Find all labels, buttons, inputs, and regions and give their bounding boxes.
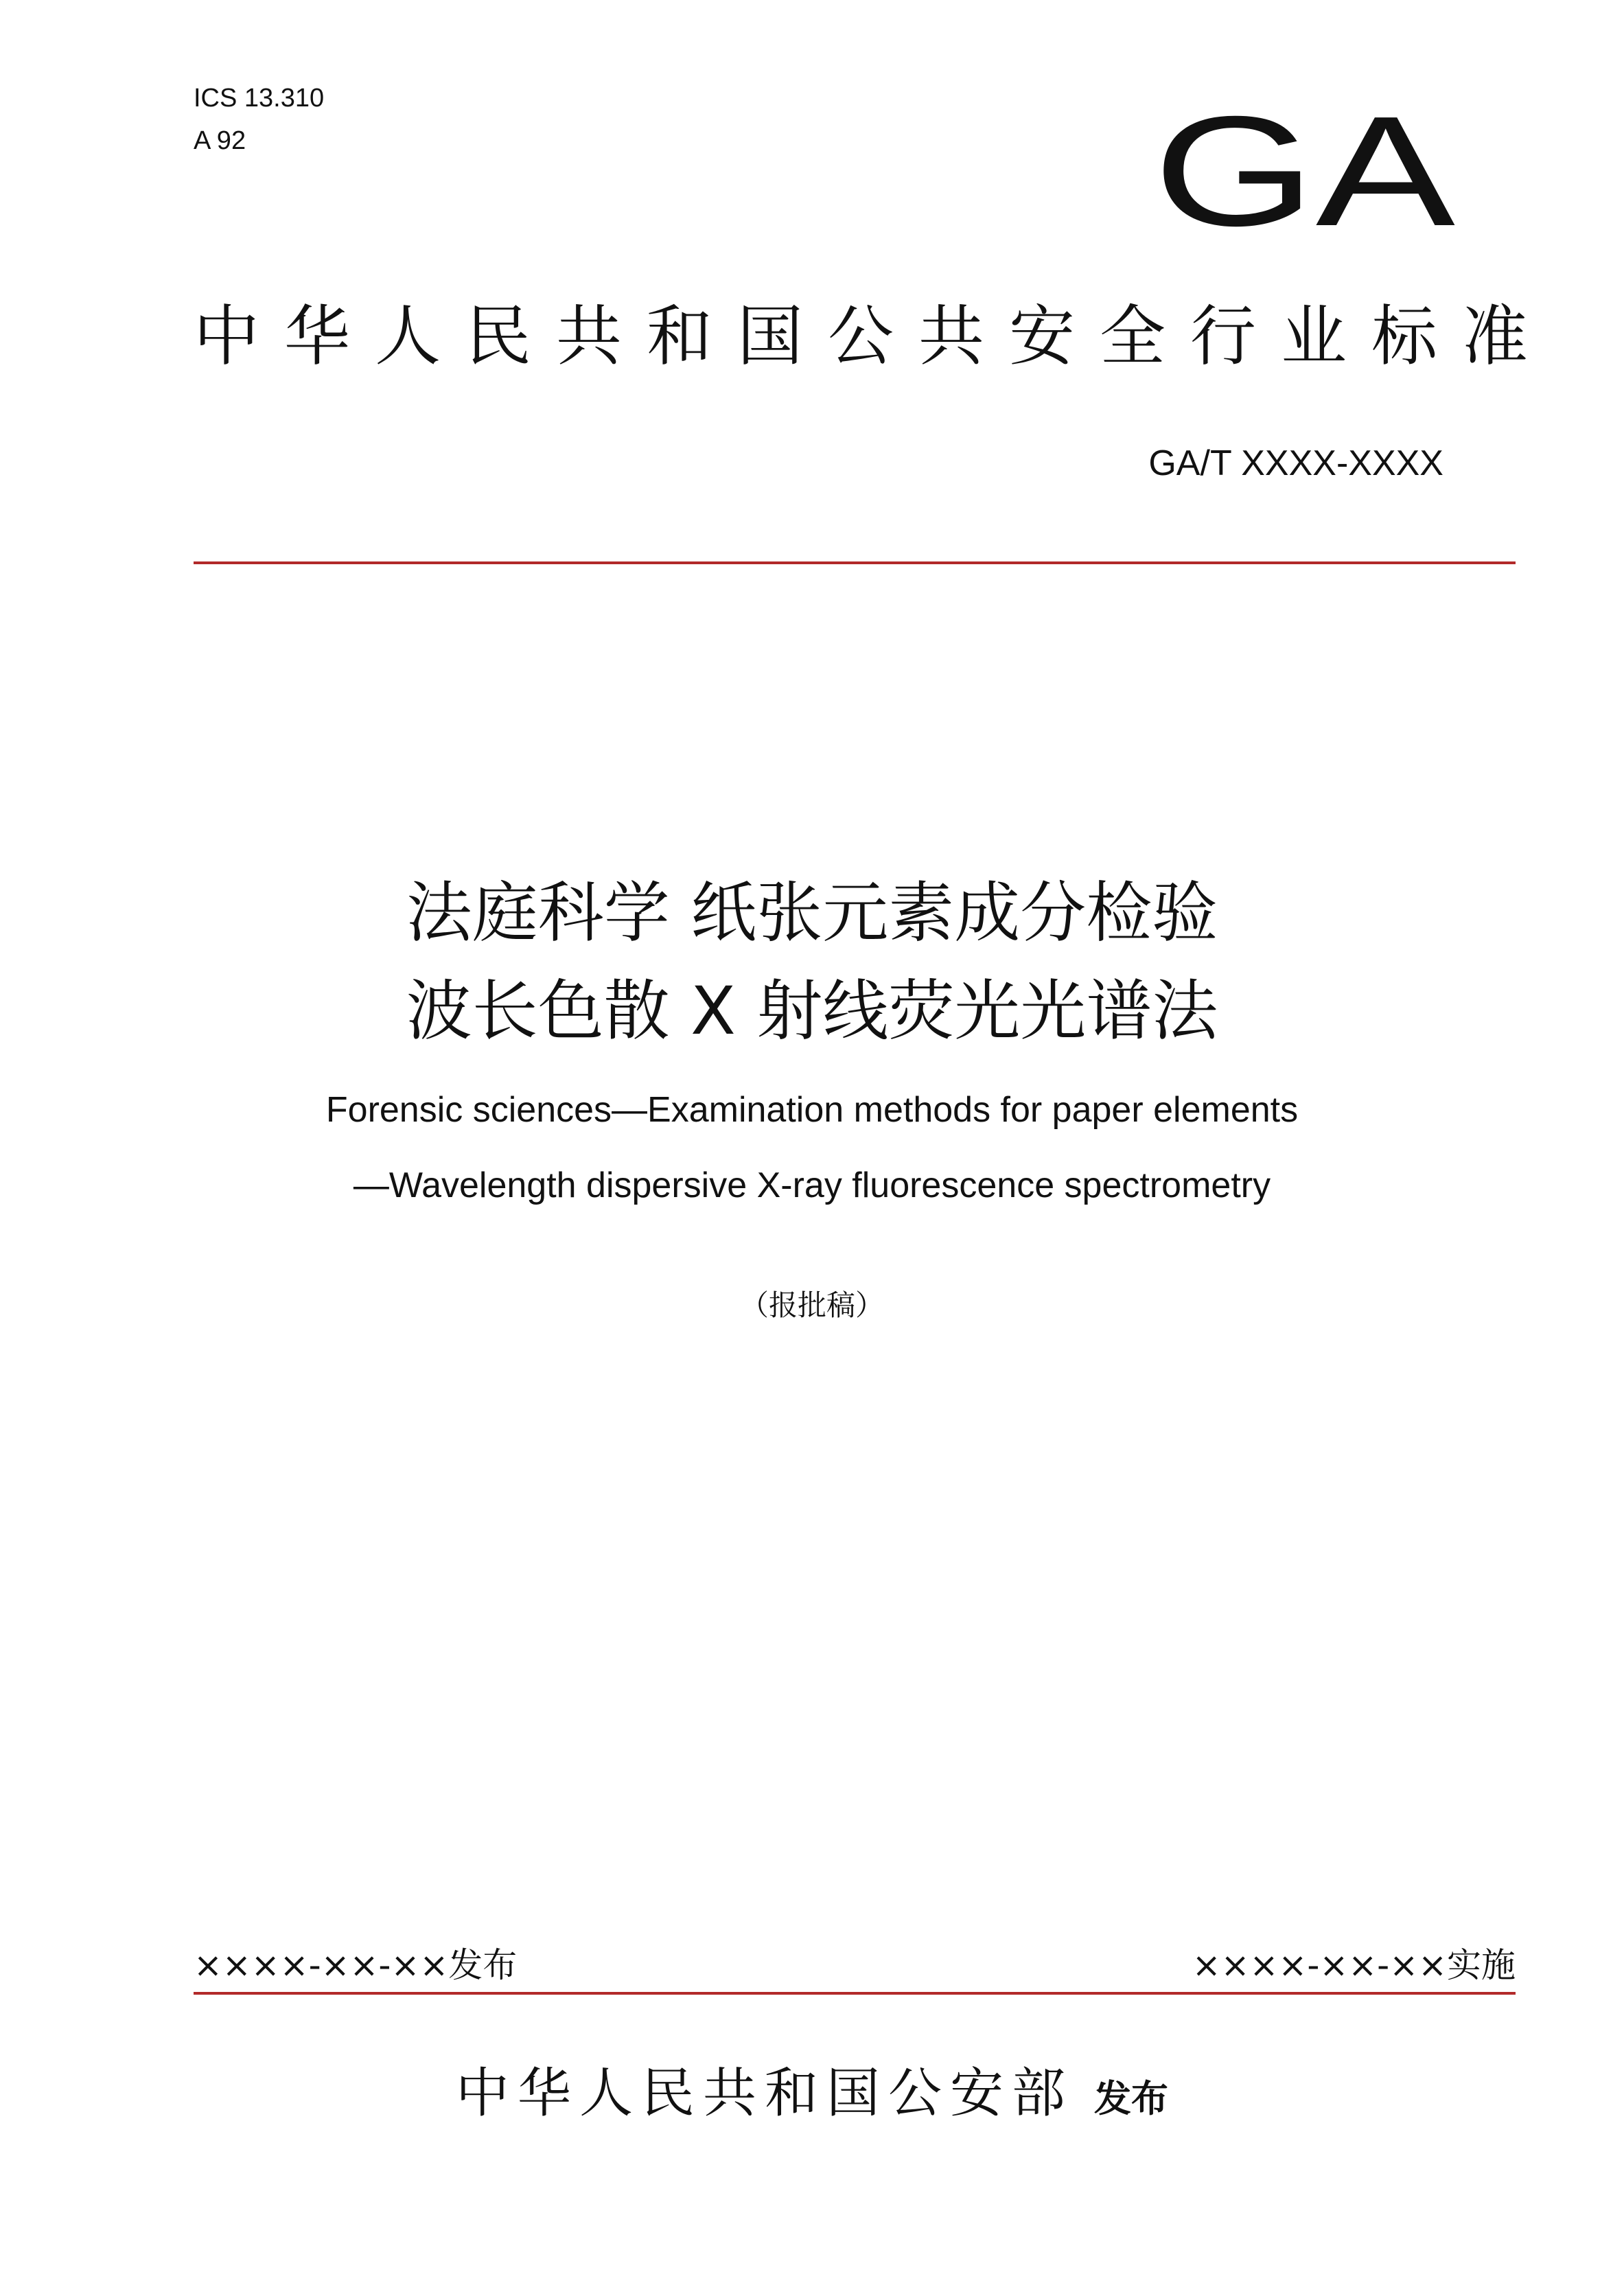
issue-date: ××××-××-××发布 xyxy=(194,1945,518,1985)
english-title-line-1: Forensic sciences—Examination methods for paper elements xyxy=(325,1090,1299,1130)
ga-logo xyxy=(1153,103,1455,240)
english-title-line-2: —Wavelength dispersive X-ray fluorescence spectrometry xyxy=(353,1166,1271,1205)
bottom-divider xyxy=(194,1992,1516,1995)
ga-logo-text: GA xyxy=(1153,103,1455,240)
issuer-name: 中华人民共和国公安部 xyxy=(455,2063,1074,2124)
top-divider xyxy=(194,561,1516,564)
chinese-title-line-1: 法庭科学 纸张元素成分检验 xyxy=(406,874,1218,951)
issuer-line xyxy=(0,2059,1624,2133)
standard-category-title: 中华人民共和国公共安全行业标准 xyxy=(194,298,1553,375)
ccs-code: A 92 xyxy=(194,126,246,155)
standard-number: GA/T XXXX-XXXX xyxy=(1148,443,1443,483)
issuer-action: 发布 xyxy=(1094,2077,1168,2120)
ics-code: ICS 13.310 xyxy=(194,84,325,113)
draft-status: （报批稿） xyxy=(739,1288,884,1322)
chinese-title-line-2: 波长色散 X 射线荧光光谱法 xyxy=(406,973,1218,1050)
implementation-date: ××××-××-××实施 xyxy=(1192,1945,1516,1985)
